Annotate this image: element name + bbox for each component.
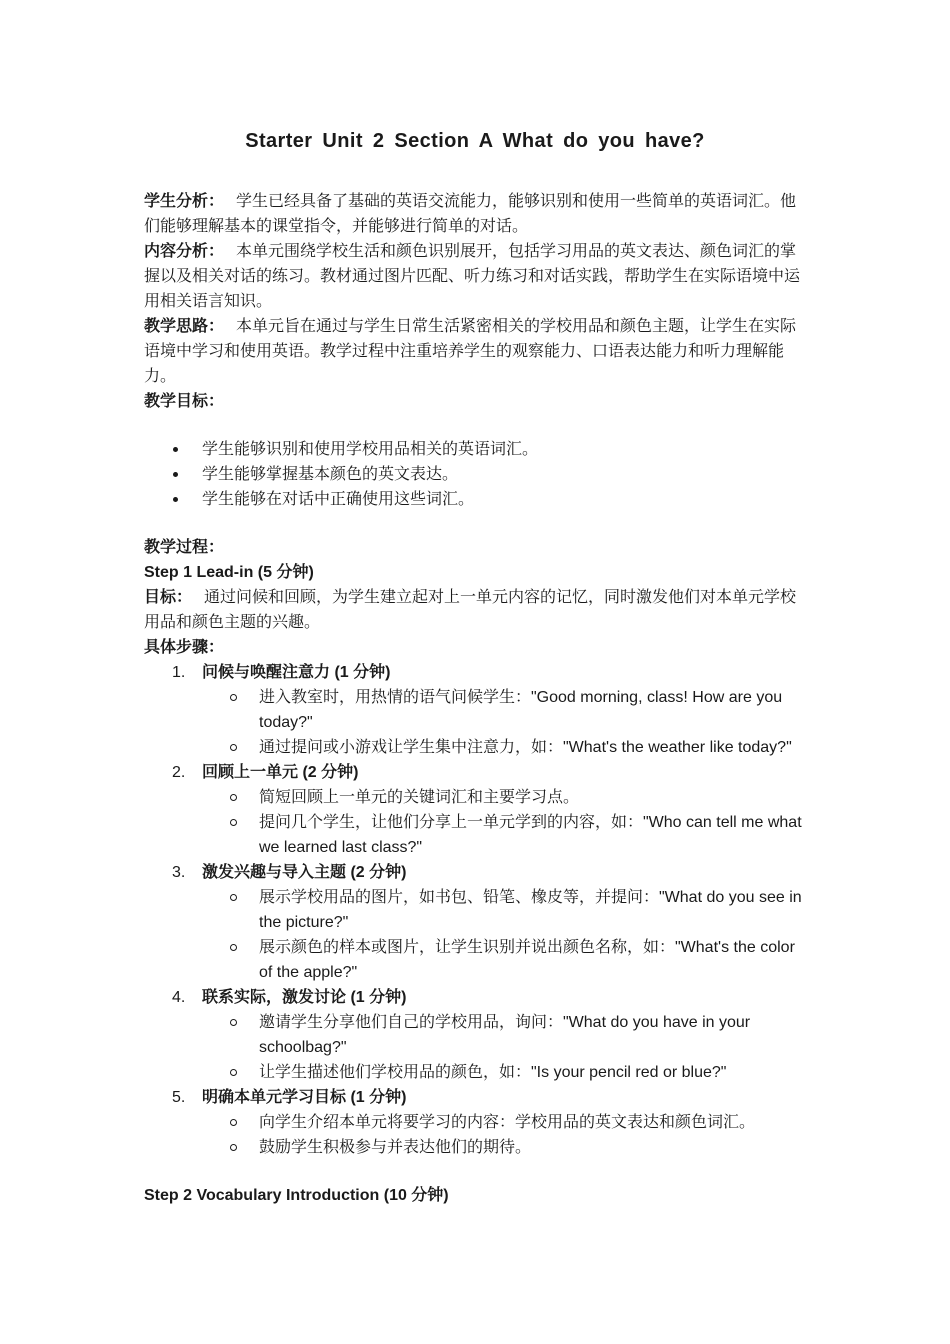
sub-list bbox=[202, 685, 806, 760]
goal-item: 学生能够识别和使用学校用品相关的英语词汇。 bbox=[144, 437, 806, 462]
sub-item: 展示学校用品的图片，如书包、铅笔、橡皮等，并提问："What do you see in the picture?" bbox=[202, 885, 806, 935]
student-analysis-label: 学生分析： bbox=[144, 193, 225, 210]
step-title: 激发兴趣与导入主题 (2 分钟) bbox=[202, 864, 407, 881]
sub-item: 进入教室时，用热情的语气问候学生："Good morning, class! How are you today?" bbox=[202, 685, 806, 735]
student-analysis-text: 学生已经具备了基础的英语交流能力，能够识别和使用一些简单的英语词汇。他们能够理解基本的课堂指令，并能够进行简单的对话。 bbox=[144, 193, 797, 235]
teaching-idea-text: 本单元旨在通过与学生日常生活紧密相关的学校用品和颜色主题，让学生在实际语境中学习和使用英语。教学过程中注重培养学生的观察能力、口语表达能力和听力理解能力。 bbox=[144, 318, 797, 385]
step-item bbox=[144, 860, 806, 985]
step2-title: Step 2 Vocabulary Introduction (10 分钟) bbox=[144, 1187, 449, 1204]
step1-title: Step 1 Lead-in (5 分钟) bbox=[144, 564, 314, 581]
step1-steps-list bbox=[144, 660, 806, 1160]
sub-item: 展示颜色的样本或图片，让学生识别并说出颜色名称，如："What's the color of the apple?" bbox=[202, 935, 806, 985]
objective-label: 目标： bbox=[144, 589, 193, 606]
content-analysis-label: 内容分析： bbox=[144, 243, 225, 260]
content-analysis-text: 本单元围绕学校生活和颜色识别展开，包括学习用品的英文表达、颜色词汇的掌握以及相关对话的练习。教材通过图片匹配、听力练习和对话实践，帮助学生在实际语境中运用相关语言知识。 bbox=[144, 243, 801, 310]
step-number: 4. bbox=[172, 989, 186, 1006]
teaching-idea-paragraph bbox=[144, 314, 806, 389]
content-analysis-paragraph bbox=[144, 239, 806, 314]
document-title: Starter Unit 2 Section A What do you have? bbox=[245, 130, 705, 152]
sub-list bbox=[202, 1110, 806, 1160]
goal-item: 学生能够在对话中正确使用这些词汇。 bbox=[144, 487, 806, 512]
sub-item: 通过提问或小游戏让学生集中注意力，如："What's the weather like today?" bbox=[202, 735, 806, 760]
student-analysis-paragraph bbox=[144, 189, 806, 239]
sub-item: 向学生介绍本单元将要学习的内容：学校用品的英文表达和颜色词汇。 bbox=[202, 1110, 806, 1135]
step-title: 联系实际，激发讨论 (1 分钟) bbox=[202, 989, 407, 1006]
step-item bbox=[144, 660, 806, 760]
goal-item: 学生能够掌握基本颜色的英文表达。 bbox=[144, 462, 806, 487]
step-number: 1. bbox=[172, 664, 186, 681]
step-number: 2. bbox=[172, 764, 186, 781]
step-item bbox=[144, 1085, 806, 1160]
document-page bbox=[144, 128, 806, 1208]
steps-label: 具体步骤： bbox=[144, 639, 225, 656]
step-title: 回顾上一单元 (2 分钟) bbox=[202, 764, 359, 781]
goals-label: 教学目标： bbox=[144, 393, 225, 410]
sub-list bbox=[202, 885, 806, 985]
sub-item: 提问几个学生，让他们分享上一单元学到的内容，如："Who can tell me what we learned last class?" bbox=[202, 810, 806, 860]
step-title: 明确本单元学习目标 (1 分钟) bbox=[202, 1089, 407, 1106]
sub-list bbox=[202, 1010, 806, 1085]
goals-list bbox=[144, 437, 806, 512]
process-label: 教学过程： bbox=[144, 539, 225, 556]
step-title: 问候与唤醒注意力 (1 分钟) bbox=[202, 664, 391, 681]
objective-text: 通过问候和回顾，为学生建立起对上一单元内容的记忆，同时激发他们对本单元学校用品和颜色主题的兴趣。 bbox=[144, 589, 797, 631]
sub-list bbox=[202, 785, 806, 860]
sub-item: 鼓励学生积极参与并表达他们的期待。 bbox=[202, 1135, 806, 1160]
step-number: 5. bbox=[172, 1089, 186, 1106]
sub-item: 让学生描述他们学校用品的颜色，如："Is your pencil red or blue?" bbox=[202, 1060, 806, 1085]
teaching-idea-label: 教学思路： bbox=[144, 318, 225, 335]
sub-item: 邀请学生分享他们自己的学校用品，询问："What do you have in your schoolbag?" bbox=[202, 1010, 806, 1060]
sub-item: 简短回顾上一单元的关键词汇和主要学习点。 bbox=[202, 785, 806, 810]
step-item bbox=[144, 985, 806, 1085]
step-number: 3. bbox=[172, 864, 186, 881]
step1-objective bbox=[144, 585, 806, 635]
step-item bbox=[144, 760, 806, 860]
